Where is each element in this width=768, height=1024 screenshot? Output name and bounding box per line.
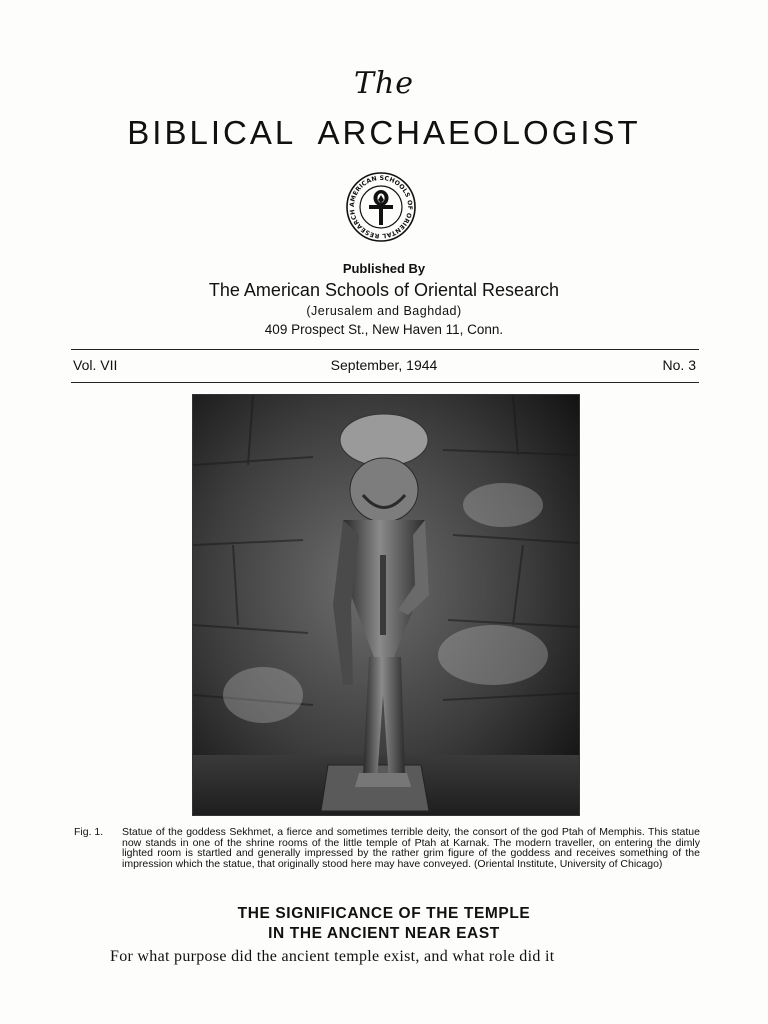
seal-ring-text: AMERICAN SCHOOLS OF ORIENTAL RESEARCH (348, 174, 414, 240)
publisher-name: The American Schools of Oriental Research (208, 280, 560, 300)
issue-number: No. 3 (662, 357, 696, 373)
article-first-line: For what purpose did the ancient temple exist, and what role did it (110, 948, 555, 965)
issue-rule-bottom (71, 382, 699, 383)
figure-caption-text: Statue of the goddess Sekhmet, a fierce and sometimes terrible deity, the consort of the god Ptah of Memphis. This statue now stands in one of the shrine rooms of the little temple of Ptah at Karnak. The modern traveller, on entering the dimly lighted room is startled and generally impressed by the rather grim figure of the goddess and receives something of the impression which the statue, that originally stood here may have conveyed. (Oriental Institute, University of Chicago) (122, 826, 700, 871)
article-title-line-1: THE SIGNIFICANCE OF THE TEMPLE (237, 905, 531, 922)
published-by-label: Published By (342, 261, 426, 276)
article-title (0, 904, 768, 944)
journal-title: BIBLICAL ARCHAEOLOGIST (127, 114, 641, 151)
masthead-the: The (353, 66, 415, 101)
publisher-address: 409 Prospect St., New Haven 11, Conn. (264, 322, 504, 337)
volume-number: Vol. VII (73, 357, 118, 373)
article-title-line-2: IN THE ANCIENT NEAR EAST (268, 925, 500, 942)
publisher-locations: (Jerusalem and Baghdad) (306, 304, 462, 318)
sekhmet-statue-photo (192, 394, 580, 816)
figure-caption (74, 827, 700, 870)
issue-rule-top (71, 349, 699, 350)
society-seal (345, 171, 417, 243)
issue-date: September, 1944 (330, 357, 438, 373)
figure-label: Fig. 1. (74, 826, 104, 838)
ankh-icon (369, 190, 393, 225)
